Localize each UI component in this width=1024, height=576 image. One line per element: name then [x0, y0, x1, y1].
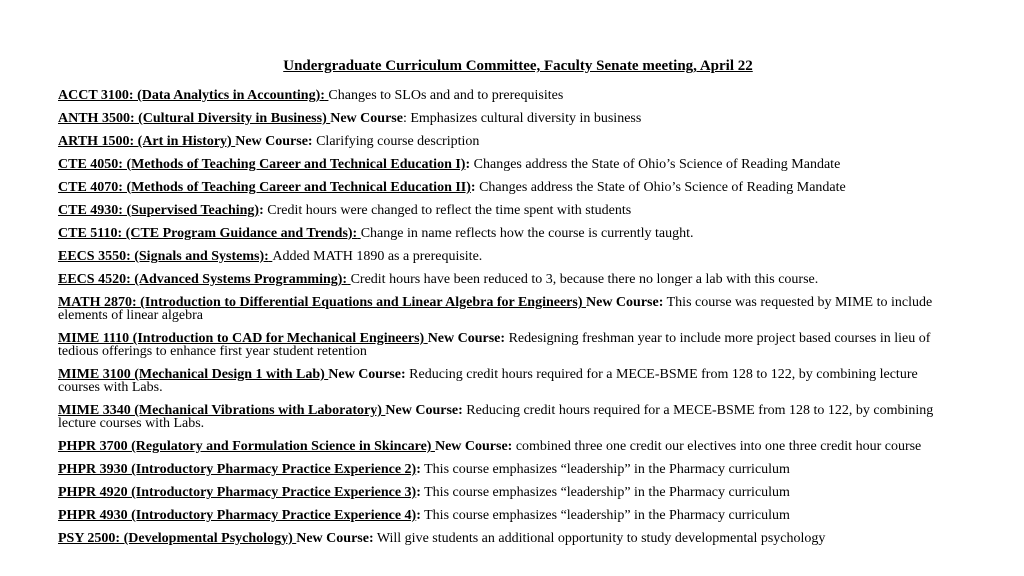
new-course-label: New Course: — [586, 295, 664, 310]
change-description: Change in name reflects how the course is currently taught. — [360, 226, 694, 241]
change-description: Changes address the State of Ohio’s Science of Reading Mandate — [470, 157, 841, 172]
course-entry — [58, 404, 958, 430]
course-code: PHPR 3930 (Introductory Pharmacy Practice Experience 2) — [58, 462, 417, 477]
change-description: Reducing credit hours required for a MECE-BSME from 128 to 122, by combining lecture courses with Labs. — [58, 367, 918, 395]
course-entry — [58, 158, 958, 171]
course-entry — [58, 227, 958, 240]
course-entry — [58, 89, 958, 102]
new-course-label: : — [259, 203, 264, 218]
course-code: PHPR 4930 (Introductory Pharmacy Practice Experience 4) — [58, 508, 417, 523]
course-code: CTE 5110: (CTE Program Guidance and Trends): — [58, 226, 358, 241]
course-entry — [58, 509, 958, 522]
change-description: combined three one credit our electives into one three credit hour course — [512, 439, 922, 454]
change-description: Redesigning freshman year to include more project based courses in lieu of tedious offerings to enhance first year student retention — [58, 331, 931, 359]
course-code: CTE 4050: (Methods of Teaching Career and Technical Education I) — [58, 157, 466, 172]
course-code: EECS 3550: (Signals and Systems): — [58, 249, 269, 264]
course-code: ANTH 3500: (Cultural Diversity in Business) — [58, 111, 327, 126]
course-entry — [58, 181, 958, 194]
change-description: Clarifying course description — [312, 134, 480, 149]
change-description: This course emphasizes “leadership” in the Pharmacy curriculum — [420, 485, 790, 500]
course-entry — [58, 440, 958, 453]
course-entry — [58, 332, 958, 358]
new-course-label: : — [416, 485, 421, 500]
change-description: Added MATH 1890 as a prerequisite. — [272, 249, 483, 264]
course-entry — [58, 486, 958, 499]
change-description: This course emphasizes “leadership” in the Pharmacy curriculum — [420, 508, 790, 523]
new-course-label: New Course: — [328, 367, 406, 382]
new-course-label: : — [416, 508, 421, 523]
course-change-list — [58, 89, 958, 555]
change-description: Reducing credit hours required for a MECE-BSME from 128 to 122, by combining lecture courses with Labs. — [58, 403, 934, 431]
course-entry — [58, 204, 958, 217]
change-description: Changes to SLOs and and to prerequisites — [328, 88, 564, 103]
course-code: MIME 3100 (Mechanical Design 1 with Lab) — [58, 367, 325, 382]
new-course-label: New Course — [330, 111, 403, 126]
page-title: Undergraduate Curriculum Committee, Faculty Senate meeting, April 22 — [283, 58, 753, 74]
course-entry — [58, 368, 958, 394]
course-entry — [58, 532, 958, 545]
course-code: MIME 1110 (Introduction to CAD for Mechanical Engineers) — [58, 331, 425, 346]
course-code: PSY 2500: (Developmental Psychology) — [58, 531, 293, 546]
course-entry — [58, 250, 958, 263]
new-course-label: New Course: — [296, 531, 374, 546]
new-course-label: New Course: — [235, 134, 313, 149]
change-description: : Emphasizes cultural diversity in business — [402, 111, 642, 126]
course-entry — [58, 296, 958, 322]
change-description: This course was requested by MIME to include elements of linear algebra — [58, 295, 933, 323]
new-course-label: : — [416, 462, 421, 477]
course-entry — [58, 463, 958, 476]
course-code: CTE 4930: (Supervised Teaching) — [58, 203, 260, 218]
change-description: Credit hours were changed to reflect the time spent with students — [263, 203, 632, 218]
course-entry — [58, 112, 958, 125]
new-course-label: : — [465, 157, 471, 172]
new-course-label: New Course: — [385, 403, 463, 418]
change-description: Credit hours have been reduced to 3, because there no longer a lab with this course. — [350, 272, 819, 287]
course-code: EECS 4520: (Advanced Systems Programming): — [58, 272, 348, 287]
new-course-label: New Course: — [427, 331, 506, 346]
change-description: Changes address the State of Ohio’s Science of Reading Mandate — [475, 180, 846, 195]
change-description: Will give students an additional opportunity to study developmental psychology — [373, 531, 826, 546]
course-code: PHPR 4920 (Introductory Pharmacy Practice Experience 3) — [58, 485, 417, 500]
course-code: CTE 4070: (Methods of Teaching Career and Technical Education II) — [58, 180, 471, 195]
change-description: This course emphasizes “leadership” in the Pharmacy curriculum — [420, 462, 790, 477]
new-course-label: : — [470, 180, 476, 195]
course-code: MATH 2870: (Introduction to Differential Equations and Linear Algebra for Engineers) — [58, 295, 583, 310]
course-entry — [58, 135, 958, 148]
new-course-label: New Course: — [434, 439, 513, 454]
course-code: ARTH 1500: (Art in History) — [58, 134, 232, 149]
course-code: MIME 3340 (Mechanical Vibrations with Laboratory) — [58, 403, 382, 418]
course-entry — [58, 273, 958, 286]
course-code: ACCT 3100: (Data Analytics in Accounting): — [58, 88, 325, 103]
course-code: PHPR 3700 (Regulatory and Formulation Science in Skincare) — [58, 439, 432, 454]
